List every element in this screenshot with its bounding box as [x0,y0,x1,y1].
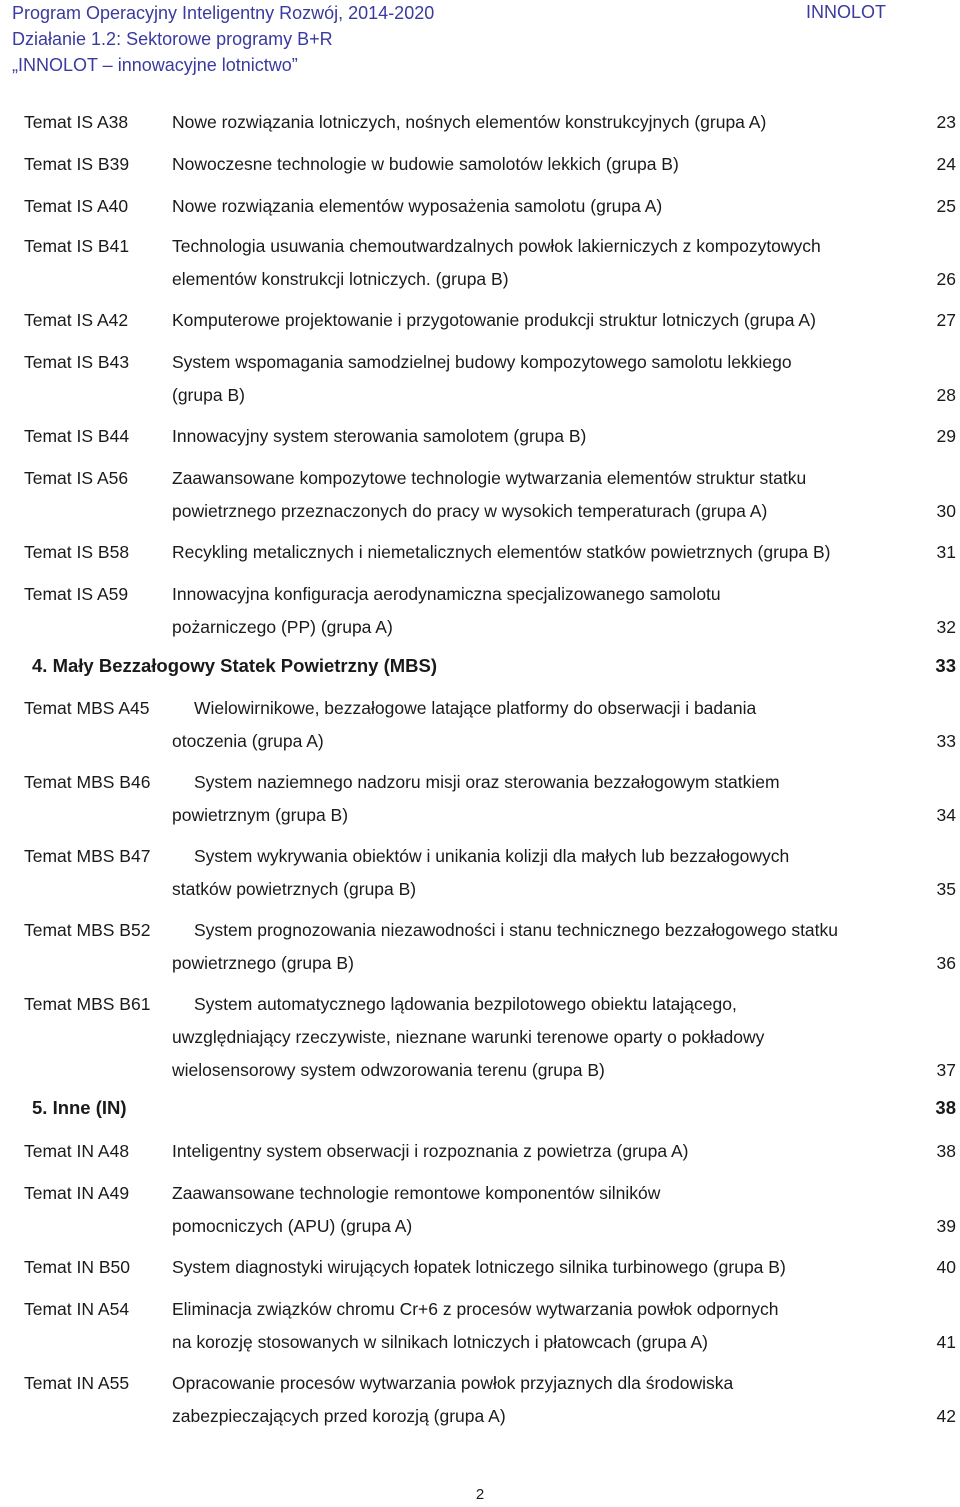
toc-section-page: 38 [935,1097,956,1118]
toc-entry-code: Temat IS B58 [24,542,130,562]
page-number: 2 [475,1486,485,1503]
toc-entry-code: Temat IN B50 [24,1257,131,1277]
toc-entry-description-line: System wykrywania obiektów i unikania kolizji dla małych lub bezzałogowych [194,846,790,866]
toc-entry-page: 28 [936,385,956,405]
toc-entry[interactable] [0,1293,960,1359]
toc-entry-description-line: pożarniczego (PP) (grupa A) [172,617,393,637]
toc-entry-description-line: powietrznego przeznaczonych do pracy w wysokich temperaturach (grupa A) [172,501,768,521]
toc-entry-code: Temat IS B44 [24,426,130,446]
toc-entry-description [172,346,920,412]
toc-entry-description [172,840,920,906]
header-action: Działanie 1.2: Sektorowe programy B+R [12,29,333,49]
toc-entry-description [172,148,920,181]
toc-entry[interactable] [0,106,960,139]
toc-entry[interactable] [0,988,960,1087]
toc-entry-description [172,536,920,569]
toc-entry[interactable] [0,462,960,528]
toc-entry-description-line: System wspomagania samodzielnej budowy kompozytowego samolotu lekkiego [172,352,792,372]
toc-entry-code: Temat IN A54 [24,1299,130,1319]
toc-entry-description-line: Nowe rozwiązania lotniczych, nośnych elementów konstrukcyjnych (grupa A) [172,112,767,132]
toc-entry-page: 27 [936,310,956,330]
toc-entry-description [172,1293,920,1359]
toc-entry-page: 35 [936,879,956,899]
toc-entry-code: Temat IS B41 [24,236,130,256]
toc-entry-description-line: Inteligentny system obserwacji i rozpoznania z powietrza (grupa A) [172,1141,689,1161]
toc-entry-description [172,304,920,337]
toc-entry-page: 36 [936,953,956,973]
toc-entry-page: 26 [936,269,956,289]
toc-entry[interactable] [0,914,960,980]
header-program: Program Operacyjny Inteligentny Rozwój, 2014-2020 [12,3,435,23]
toc-entry-description [172,1367,920,1433]
toc-entry-page: 23 [936,112,956,132]
toc-entry-page: 29 [936,426,956,446]
toc-entry-description [172,692,920,758]
toc-entry-code: Temat MBS B46 [24,772,151,792]
toc-section-title: 5. Inne (IN) [32,1097,127,1118]
toc-entry-description-line: Eliminacja związków chromu Cr+6 z procesów wytwarzania powłok odpornych [172,1299,779,1319]
toc-entry-code: Temat IS A56 [24,468,129,488]
toc-entry-code: Temat IS A38 [24,112,129,132]
toc-entry[interactable] [0,1177,960,1243]
toc-entry[interactable] [0,1135,960,1168]
toc-entry-description-line: Innowacyjny system sterowania samolotem (grupa B) [172,426,587,446]
toc-entry-description [172,230,920,296]
toc-entry-description-line: System automatycznego lądowania bezpilotowego obiektu latającego, [194,994,737,1014]
toc-entry-description [172,1177,920,1243]
toc-entry-description-line: Recykling metalicznych i niemetalicznych elementów statków powietrznych (grupa B) [172,542,831,562]
toc-entry[interactable] [0,766,960,832]
toc-entry-code: Temat IS A59 [24,584,129,604]
toc-entry-description-line: Zaawansowane technologie remontowe komponentów silników [172,1183,661,1203]
toc-entry-description-line: System naziemnego nadzoru misji oraz sterowania bezzałogowym statkiem [194,772,780,792]
toc-entry[interactable] [0,420,960,453]
toc-entry-description [172,914,920,980]
toc-entry-description [172,106,920,139]
toc-entry-description-line: Nowe rozwiązania elementów wyposażenia samolotu (grupa A) [172,196,663,216]
toc-entry-code: Temat IN A48 [24,1141,130,1161]
toc-entry[interactable] [0,148,960,181]
toc-entry[interactable] [0,304,960,337]
toc-entry-description-line: System diagnostyki wirujących łopatek lotniczego silnika turbinowego (grupa B) [172,1257,786,1277]
toc-entry-code: Temat MBS B52 [24,920,151,940]
toc-entry-description-line: na korozję stosowanych w silnikach lotniczych i płatowcach (grupa A) [172,1332,708,1352]
toc-entry-description [172,462,920,528]
toc-entry-description [172,420,920,453]
toc-entry-code: Temat MBS A45 [24,698,150,718]
toc-entry[interactable] [0,536,960,569]
toc-entry-page: 37 [936,1060,956,1080]
toc-entry[interactable] [0,346,960,412]
toc-entry-description [172,766,920,832]
toc-entry-page: 40 [936,1257,956,1277]
toc-entry-description-line: powietrznym (grupa B) [172,805,349,825]
toc-entry-description-line: Nowoczesne technologie w budowie samolotów lekkich (grupa B) [172,154,679,174]
toc-entry-description [172,988,920,1087]
toc-entry-description-line: Komputerowe projektowanie i przygotowanie produkcji struktur lotniczych (grupa A) [172,310,816,330]
toc-entry-description-line: statków powietrznych (grupa B) [172,879,417,899]
header-project: „INNOLOT – innowacyjne lotnictwo” [12,55,298,75]
toc-entry-code: Temat IN A55 [24,1373,130,1393]
toc-entry-description-line: elementów konstrukcji lotniczych. (grupa B) [172,269,509,289]
toc-entry-code: Temat MBS B47 [24,846,151,866]
toc-entry-page: 33 [936,731,956,751]
toc-entry-description-line: powietrznego (grupa B) [172,953,354,973]
toc-entry-description-line: uwzględniający rzeczywiste, nieznane warunki terenowe oparty o pokładowy [172,1027,765,1047]
toc-entry[interactable] [0,840,960,906]
toc-entry-code: Temat IN A49 [24,1183,130,1203]
toc-entry-description-line: wielosensorowy system odwzorowania terenu (grupa B) [172,1060,605,1080]
header-right-label: INNOLOT [805,2,886,22]
toc-entry-description [172,1251,920,1284]
toc-entry[interactable] [0,578,960,644]
toc-entry-description-line: zabezpieczających przed korozją (grupa A) [172,1406,506,1426]
toc-entry-page: 42 [936,1406,956,1426]
toc-entry-page: 34 [936,805,956,825]
toc-entry-description [172,1135,920,1168]
toc-entry[interactable] [0,1251,960,1284]
toc-entry-description-line: otoczenia (grupa A) [172,731,324,751]
toc-entry[interactable] [0,230,960,296]
toc-entry-page: 39 [936,1216,956,1236]
toc-entry-description-line: Zaawansowane kompozytowe technologie wytwarzania elementów struktur statku [172,468,807,488]
toc-entry-code: Temat IS B39 [24,154,130,174]
toc-section-title: 4. Mały Bezzałogowy Statek Powietrzny (MBS) [32,655,438,676]
toc-entry-description-line: pomocniczych (APU) (grupa A) [172,1216,413,1236]
toc-entry-page: 41 [936,1332,956,1352]
toc-entry-description [172,190,920,223]
toc-entry-page: 24 [936,154,956,174]
toc-entry-description-line: Technologia usuwania chemoutwardzalnych powłok lakierniczych z kompozytowych [172,236,821,256]
toc-entry-code: Temat IS A42 [24,310,129,330]
toc-entry-description-line: (grupa B) [172,385,245,405]
toc-entry-page: 30 [936,501,956,521]
toc-entry-code: Temat IS A40 [24,196,129,216]
toc-entry-code: Temat MBS B61 [24,994,151,1014]
toc-entry-code: Temat IS B43 [24,352,130,372]
toc-entry-description-line: Opracowanie procesów wytwarzania powłok przyjaznych dla środowiska [172,1373,734,1393]
toc-entry-page: 25 [936,196,956,216]
toc-entry-description-line: Wielowirnikowe, bezzałogowe latające platformy do obserwacji i badania [194,698,757,718]
toc-entry-page: 31 [936,542,956,562]
toc-entry-description [172,578,920,644]
toc-entry-description-line: Innowacyjna konfiguracja aerodynamiczna specjalizowanego samolotu [172,584,721,604]
toc-entry[interactable] [0,190,960,223]
toc-entry-description-line: System prognozowania niezawodności i stanu technicznego bezzałogowego statku [194,920,839,940]
toc-entry-page: 32 [936,617,956,637]
toc-entry-page: 38 [936,1141,956,1161]
toc-entry[interactable] [0,1367,960,1433]
toc-entry[interactable] [0,692,960,758]
toc-section-page: 33 [935,655,956,676]
